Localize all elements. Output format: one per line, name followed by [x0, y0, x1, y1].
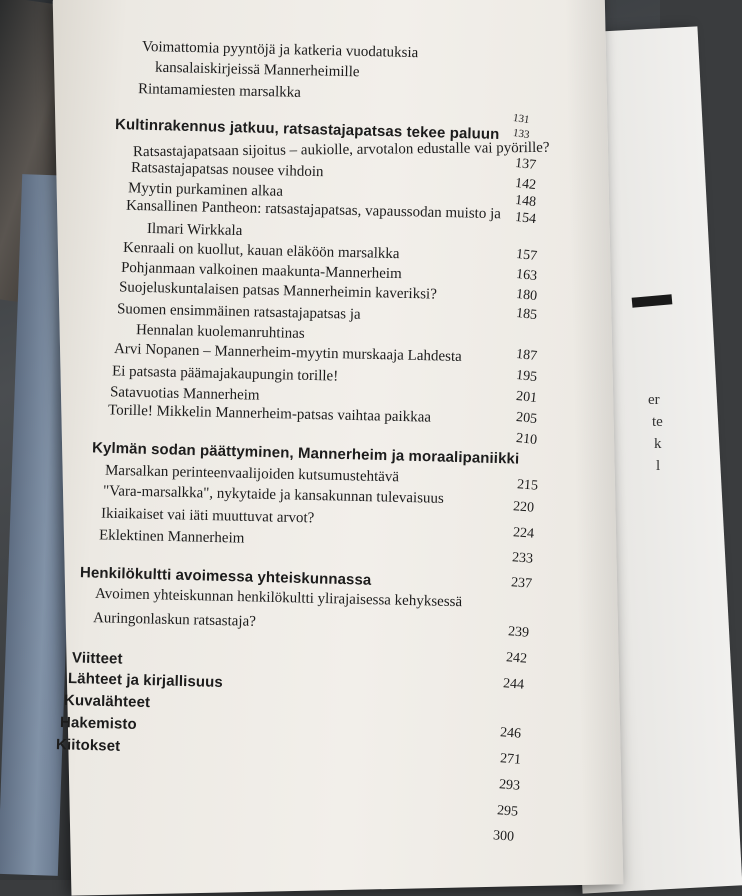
toc-page-number: 239	[507, 624, 530, 641]
toc-page-number: 157	[515, 246, 538, 265]
toc-page-number: 137	[514, 155, 537, 174]
toc-entry: Avoimen yhteiskunnan henkilökultti ylirajaisessa kehyksessä	[94, 585, 463, 611]
toc-page-number: 295	[496, 803, 519, 820]
toc-entry: Rintamamiesten marsalkka	[137, 81, 302, 101]
toc-entry: Suojeluskuntalaisen patsas Mannerheimin kaveriksi?	[118, 279, 437, 303]
toc-page-number: 244	[502, 676, 525, 693]
toc-page-number: 242	[505, 650, 528, 667]
facing-page-text: te	[652, 414, 663, 430]
toc-page-number: 142	[514, 175, 537, 194]
toc-entry: Voimattomia pyyntöjä ja katkeria vuodatuksia	[141, 38, 419, 62]
toc-page-number: 195	[515, 367, 538, 386]
toc-page-number: 215	[516, 477, 539, 494]
toc-entry: Torille! Mikkelin Mannerheim-patsas vaihtaa paikkaa	[107, 402, 432, 426]
toc-entry: Ilmari Wirkkala	[146, 220, 243, 240]
toc-entry: kansalaiskirjeissä Mannerheimille	[154, 59, 360, 81]
toc-chapter-heading: Kuvalähteet	[63, 691, 151, 712]
toc-entry: Ratsastajapatsas nousee vihdoin	[130, 159, 324, 181]
toc-chapter-heading: Kylmän sodan päättyminen, Mannerheim ja moraalipaniikki	[91, 439, 520, 468]
toc-entry: Ei patsasta päämajakaupungin torille!	[111, 363, 339, 385]
toc-page-number: 300	[492, 828, 515, 845]
facing-page-text: er	[648, 392, 660, 408]
toc-entry: Hennalan kuolemanruhtinas	[135, 322, 305, 342]
toc-page-number: 220	[512, 499, 535, 516]
toc-chapter-heading: Lähteet ja kirjallisuus	[67, 669, 224, 692]
toc-page-number: 233	[511, 550, 534, 567]
toc-entry: "Vara-marsalkka", nykytaide ja kansakunnan tulevaisuus	[102, 483, 445, 507]
toc-entry: Kansallinen Pantheon: ratsastajapatsas, vapaussodan muisto ja	[125, 197, 502, 223]
toc-page-number: 293	[498, 777, 521, 794]
toc-page-number: 180	[515, 286, 538, 305]
toc-chapter-heading: Hakemisto	[59, 713, 137, 734]
toc-page-number: 201	[515, 388, 538, 407]
toc-entry: Pohjanmaan valkoinen maakunta-Mannerheim	[120, 259, 402, 283]
toc-page-number: 133	[512, 126, 531, 142]
toc-chapter-heading: Kultinrakennus jatkuu, ratsastajapatsas tekee paluun	[114, 115, 500, 144]
facing-page-text: k	[654, 436, 662, 452]
toc-entry: Satavuotias Mannerheim	[109, 384, 260, 404]
toc-page-number: 185	[515, 305, 538, 324]
toc-page-number: 131	[512, 111, 531, 127]
toc-page-number: 237	[510, 575, 533, 592]
toc-page-number: 246	[499, 725, 522, 742]
toc-chapter-heading: Kiitokset	[55, 736, 121, 755]
toc-entry: Marsalkan perinteenvaalijoiden kutsumustehtävä	[104, 462, 400, 486]
toc-entry: Ikiaikaiset vai iäti muuttuvat arvot?	[100, 505, 315, 527]
toc-entry: Auringonlaskun ratsastaja?	[92, 610, 257, 630]
toc-entry: Ratsastajapatsaan sijoitus – aukiolle, arvotalon edustalle vai pyörille?	[132, 139, 550, 161]
toc-chapter-heading: Viitteet	[71, 649, 123, 668]
toc-page-number: 224	[512, 525, 535, 542]
toc-page-number: 163	[515, 266, 538, 285]
toc-page-number: 148	[514, 192, 537, 211]
toc-entry: Kenraali on kuollut, kauan eläköön marsalkka	[122, 239, 400, 263]
toc-page-number: 187	[515, 346, 538, 365]
toc-entry: Myytin purkaminen alkaa	[127, 180, 284, 200]
toc-entry: Arvi Nopanen – Mannerheim-myytin murskaaja Lahdesta	[113, 341, 462, 365]
toc-chapter-heading: Henkilökultti avoimessa yhteiskunnassa	[79, 564, 372, 589]
toc-page-number: 271	[499, 751, 522, 768]
toc-page-number: 205	[515, 409, 538, 428]
toc-entry: Eklektinen Mannerheim	[98, 527, 245, 547]
toc-entry: Suomen ensimmäinen ratsastajapatsas ja	[116, 301, 361, 323]
toc-page-number: 210	[515, 430, 538, 449]
toc-page-number: 154	[514, 209, 537, 228]
facing-page-text: l	[656, 458, 661, 474]
